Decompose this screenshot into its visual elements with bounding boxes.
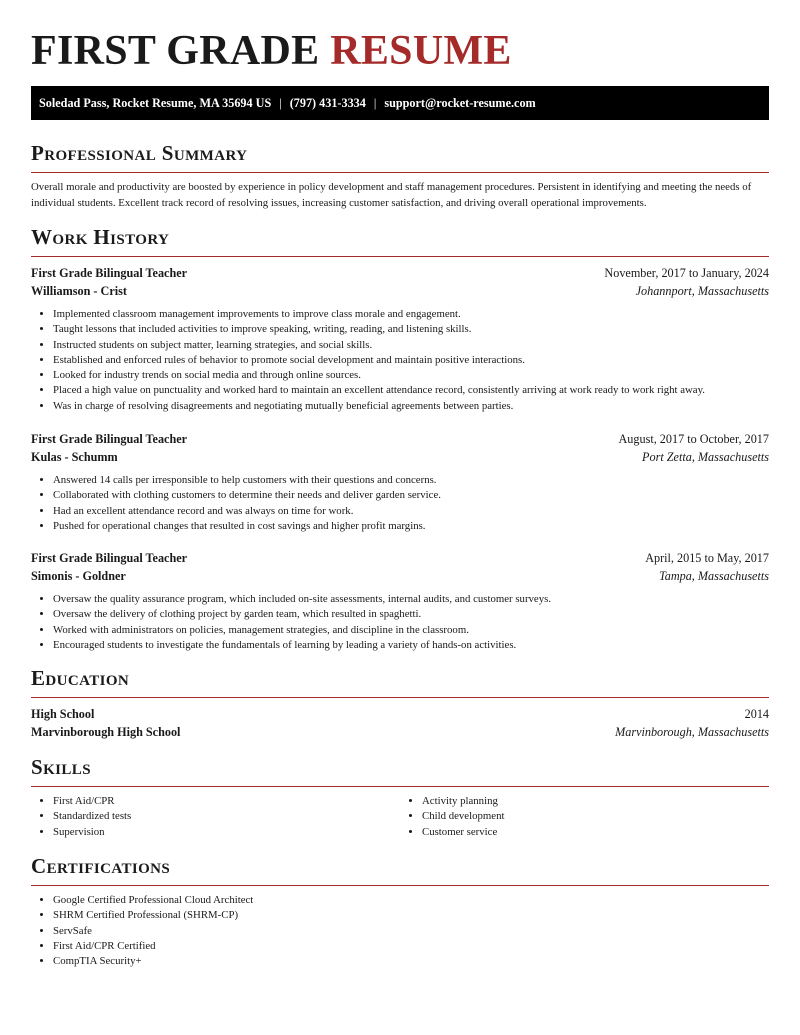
section-divider <box>31 172 769 173</box>
list-item: • First Aid/CPR <box>53 794 400 809</box>
job-entry <box>31 549 769 653</box>
section-divider <box>31 885 769 886</box>
contact-address: Soledad Pass, Rocket Resume, MA 35694 US <box>39 95 272 110</box>
job-location: Tampa, Massachusetts <box>659 569 769 583</box>
education-section <box>31 666 769 741</box>
list-item: • Standardized tests <box>53 809 400 824</box>
job-bullets <box>31 473 769 534</box>
job-subheader <box>31 567 769 585</box>
job-company: Williamson - Crist <box>31 284 127 298</box>
job-location: Port Zetta, Massachusetts <box>642 450 769 464</box>
job-subheader <box>31 282 769 300</box>
title-accent: RESUME <box>330 28 512 74</box>
education-school: Marvinborough High School <box>31 725 181 739</box>
list-item: • Instructed students on subject matter, learning strategies, and social skills. <box>53 338 769 353</box>
job-header <box>31 264 769 282</box>
job-role: First Grade Bilingual Teacher <box>31 432 188 446</box>
job-header <box>31 549 769 567</box>
certifications-heading: Certifications <box>31 854 171 878</box>
list-item: • Worked with administrators on policies, management strategies, and discipline in the classroom. <box>53 623 769 638</box>
list-item: • Answered 14 calls per irresponsible to help customers with their questions and concerns. <box>53 473 769 488</box>
list-item: • Encouraged students to investigate the fundamentals of learning by leading a variety of hands-on activities. <box>53 638 769 653</box>
list-item: • Customer service <box>422 825 769 840</box>
contact-bar <box>31 86 769 120</box>
list-item: • Had an excellent attendance record and was always on time for work. <box>53 504 769 519</box>
section-divider <box>31 256 769 257</box>
title-main: FIRST GRADE <box>31 28 320 74</box>
contact-separator: | <box>373 95 377 110</box>
job-header <box>31 430 769 448</box>
work-history-heading: Work History <box>31 225 170 249</box>
certifications-list <box>31 893 769 969</box>
job-company: Simonis - Goldner <box>31 569 126 583</box>
list-item: • Placed a high value on punctuality and worked hard to maintain an excellent attendance record, consistently arriving at work ready to work right away. <box>53 383 769 398</box>
job-entry <box>31 430 769 534</box>
education-heading: Education <box>31 666 130 690</box>
education-year: 2014 <box>744 707 769 721</box>
list-item: • CompTIA Security+ <box>53 954 769 969</box>
job-bullets <box>31 592 769 653</box>
list-item: • Implemented classroom management improvements to improve class morale and engagement. <box>53 307 769 322</box>
job-entry <box>31 264 769 414</box>
list-item: • Google Certified Professional Cloud Architect <box>53 893 769 908</box>
summary-section <box>31 141 769 211</box>
education-header <box>31 705 769 723</box>
list-item: • Was in charge of resolving disagreements and negotiating mutually beneficial agreements between parties. <box>53 399 769 414</box>
job-dates: August, 2017 to October, 2017 <box>618 432 769 446</box>
education-entry <box>31 705 769 741</box>
list-item: • Pushed for operational changes that resulted in cost savings and higher profit margins. <box>53 519 769 534</box>
job-dates: November, 2017 to January, 2024 <box>604 266 769 280</box>
job-company: Kulas - Schumm <box>31 450 118 464</box>
education-subheader <box>31 723 769 741</box>
skills-column-2 <box>400 794 769 840</box>
certifications-section <box>31 854 769 969</box>
skills-section <box>31 755 769 840</box>
contact-phone: (797) 431-3334 <box>289 95 366 110</box>
job-dates: April, 2015 to May, 2017 <box>645 551 769 565</box>
list-item: • Supervision <box>53 825 400 840</box>
job-bullets <box>31 307 769 414</box>
list-item: • Looked for industry trends on social media and through online sources. <box>53 368 769 383</box>
list-item: • Collaborated with clothing customers to determine their needs and deliver garden service. <box>53 488 769 503</box>
section-divider <box>31 786 769 787</box>
job-role: First Grade Bilingual Teacher <box>31 551 188 565</box>
list-item: • Child development <box>422 809 769 824</box>
summary-heading: Professional Summary <box>31 141 248 165</box>
list-item: • SHRM Certified Professional (SHRM-CP) <box>53 908 769 923</box>
list-item: • Established and enforced rules of behavior to promote social development and maintain positive interactions. <box>53 353 769 368</box>
list-item: • ServSafe <box>53 924 769 939</box>
skills-column-1 <box>31 794 400 840</box>
list-item: • First Aid/CPR Certified <box>53 939 769 954</box>
job-role: First Grade Bilingual Teacher <box>31 266 188 280</box>
skills-list <box>31 794 769 840</box>
education-degree: High School <box>31 707 95 721</box>
education-location: Marvinborough, Massachusetts <box>615 725 769 739</box>
section-divider <box>31 697 769 698</box>
resume-title <box>31 0 769 79</box>
job-location: Johannport, Massachusetts <box>635 284 769 298</box>
list-item: • Oversaw the quality assurance program, which included on-site assessments, internal audits, and customer surveys. <box>53 592 769 607</box>
list-item: • Oversaw the delivery of clothing project by garden team, which resulted in spaghetti. <box>53 607 769 622</box>
job-subheader <box>31 448 769 466</box>
skills-heading: Skills <box>31 755 91 779</box>
list-item: • Taught lessons that included activities to improve speaking, writing, reading, and listening skills. <box>53 322 769 337</box>
list-item: • Activity planning <box>422 794 769 809</box>
summary-text: Overall morale and productivity are boosted by experience in policy development and staff management procedures. Persistent in identifying and meeting the needs of individual students. Excellent track record of resolving issues, increasing customer satisfaction, and driving overall operational improvements. <box>31 181 752 209</box>
contact-separator: | <box>279 95 282 110</box>
contact-email[interactable]: support@rocket-resume.com <box>384 95 536 110</box>
work-history-section <box>31 225 769 414</box>
